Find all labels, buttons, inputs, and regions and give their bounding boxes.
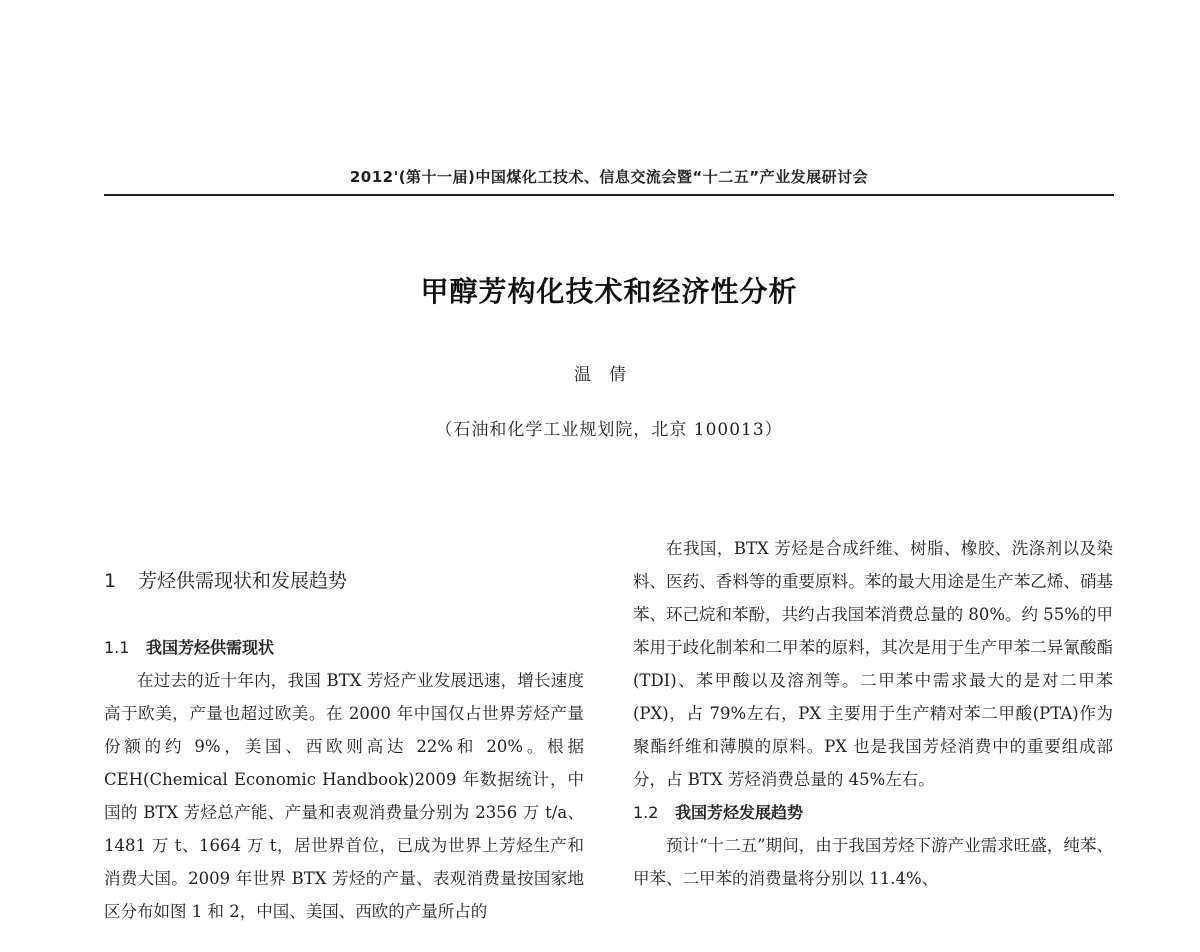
section-1-2-number: 1.2 (633, 803, 659, 822)
running-header: 2012'(第十一届)中国煤化工技术、信息交流会暨“十二五”产业发展研讨会 (349, 168, 869, 186)
article-affiliation: （石油和化学工业规划院，北京 100013） (435, 420, 783, 440)
left-column (104, 532, 584, 928)
article-author: 温倩 (574, 365, 644, 385)
right-paragraph-1: 在我国，BTX 芳烃是合成纤维、树脂、橡胶、洗涤剂以及染料、医药、香料等的重要原料。苯的最大用途是生产苯乙烯、硝基苯、环己烷和苯酚，共约占我国苯消费总量的 80%。约 55%的甲苯用于歧化制苯和二甲苯的原料，其次是用于生产甲苯二异氰酸酯(TDI)、苯甲酸以及溶剂等。二甲苯中需求最大的是对二甲苯(PX)，占 79%左右，PX 主要用于生产精对苯二甲酸(PTA)作为聚酯纤维和薄膜的原料。PX 也是我国芳烃消费中的重要组成部分，占 BTX 芳烃消费总量的 45%左右。 (633, 539, 1113, 789)
section-1-1-title: 我国芳烃供需现状 (146, 638, 275, 657)
article-title: 甲醇芳构化技术和经济性分析 (420, 275, 798, 308)
left-paragraph-1: 在过去的近十年内，我国 BTX 芳烃产业发展迅速，增长速度高于欧美，产量也超过欧美。在 2000 年中国仅占世界芳烃产量份额的约 9%，美国、西欧则高达 22%和 20%。根据 CEH(Chemical Economic Handbook)2009 年数据统计，中国的 BTX 芳烃总产能、产量和表观消费量分别为 2356 万 t/a、1481 万 t、1664 万 t，居世界首位，已成为世界上芳烃生产和消费大国。2009 年世界 BTX 芳烃的产量、表观消费量按国家地区分布如图 1 和 2，中国、美国、西欧的产量所占的 (104, 671, 584, 921)
section-1-title: 芳烃供需现状和发展趋势 (138, 570, 348, 592)
section-1-1-heading (104, 631, 584, 664)
section-1-number: 1 (104, 570, 117, 592)
section-1-2-heading (633, 796, 1113, 829)
section-1-1-number: 1.1 (104, 638, 130, 657)
right-paragraph-2: 预计“十二五”期间，由于我国芳烃下游产业需求旺盛，纯苯、甲苯、二甲苯的消费量将分别以 11.4%、 (633, 836, 1113, 888)
header-rule (104, 194, 1114, 196)
section-1-heading (104, 565, 584, 598)
right-column (633, 532, 1113, 895)
section-1-2-title: 我国芳烃发展趋势 (675, 803, 804, 822)
